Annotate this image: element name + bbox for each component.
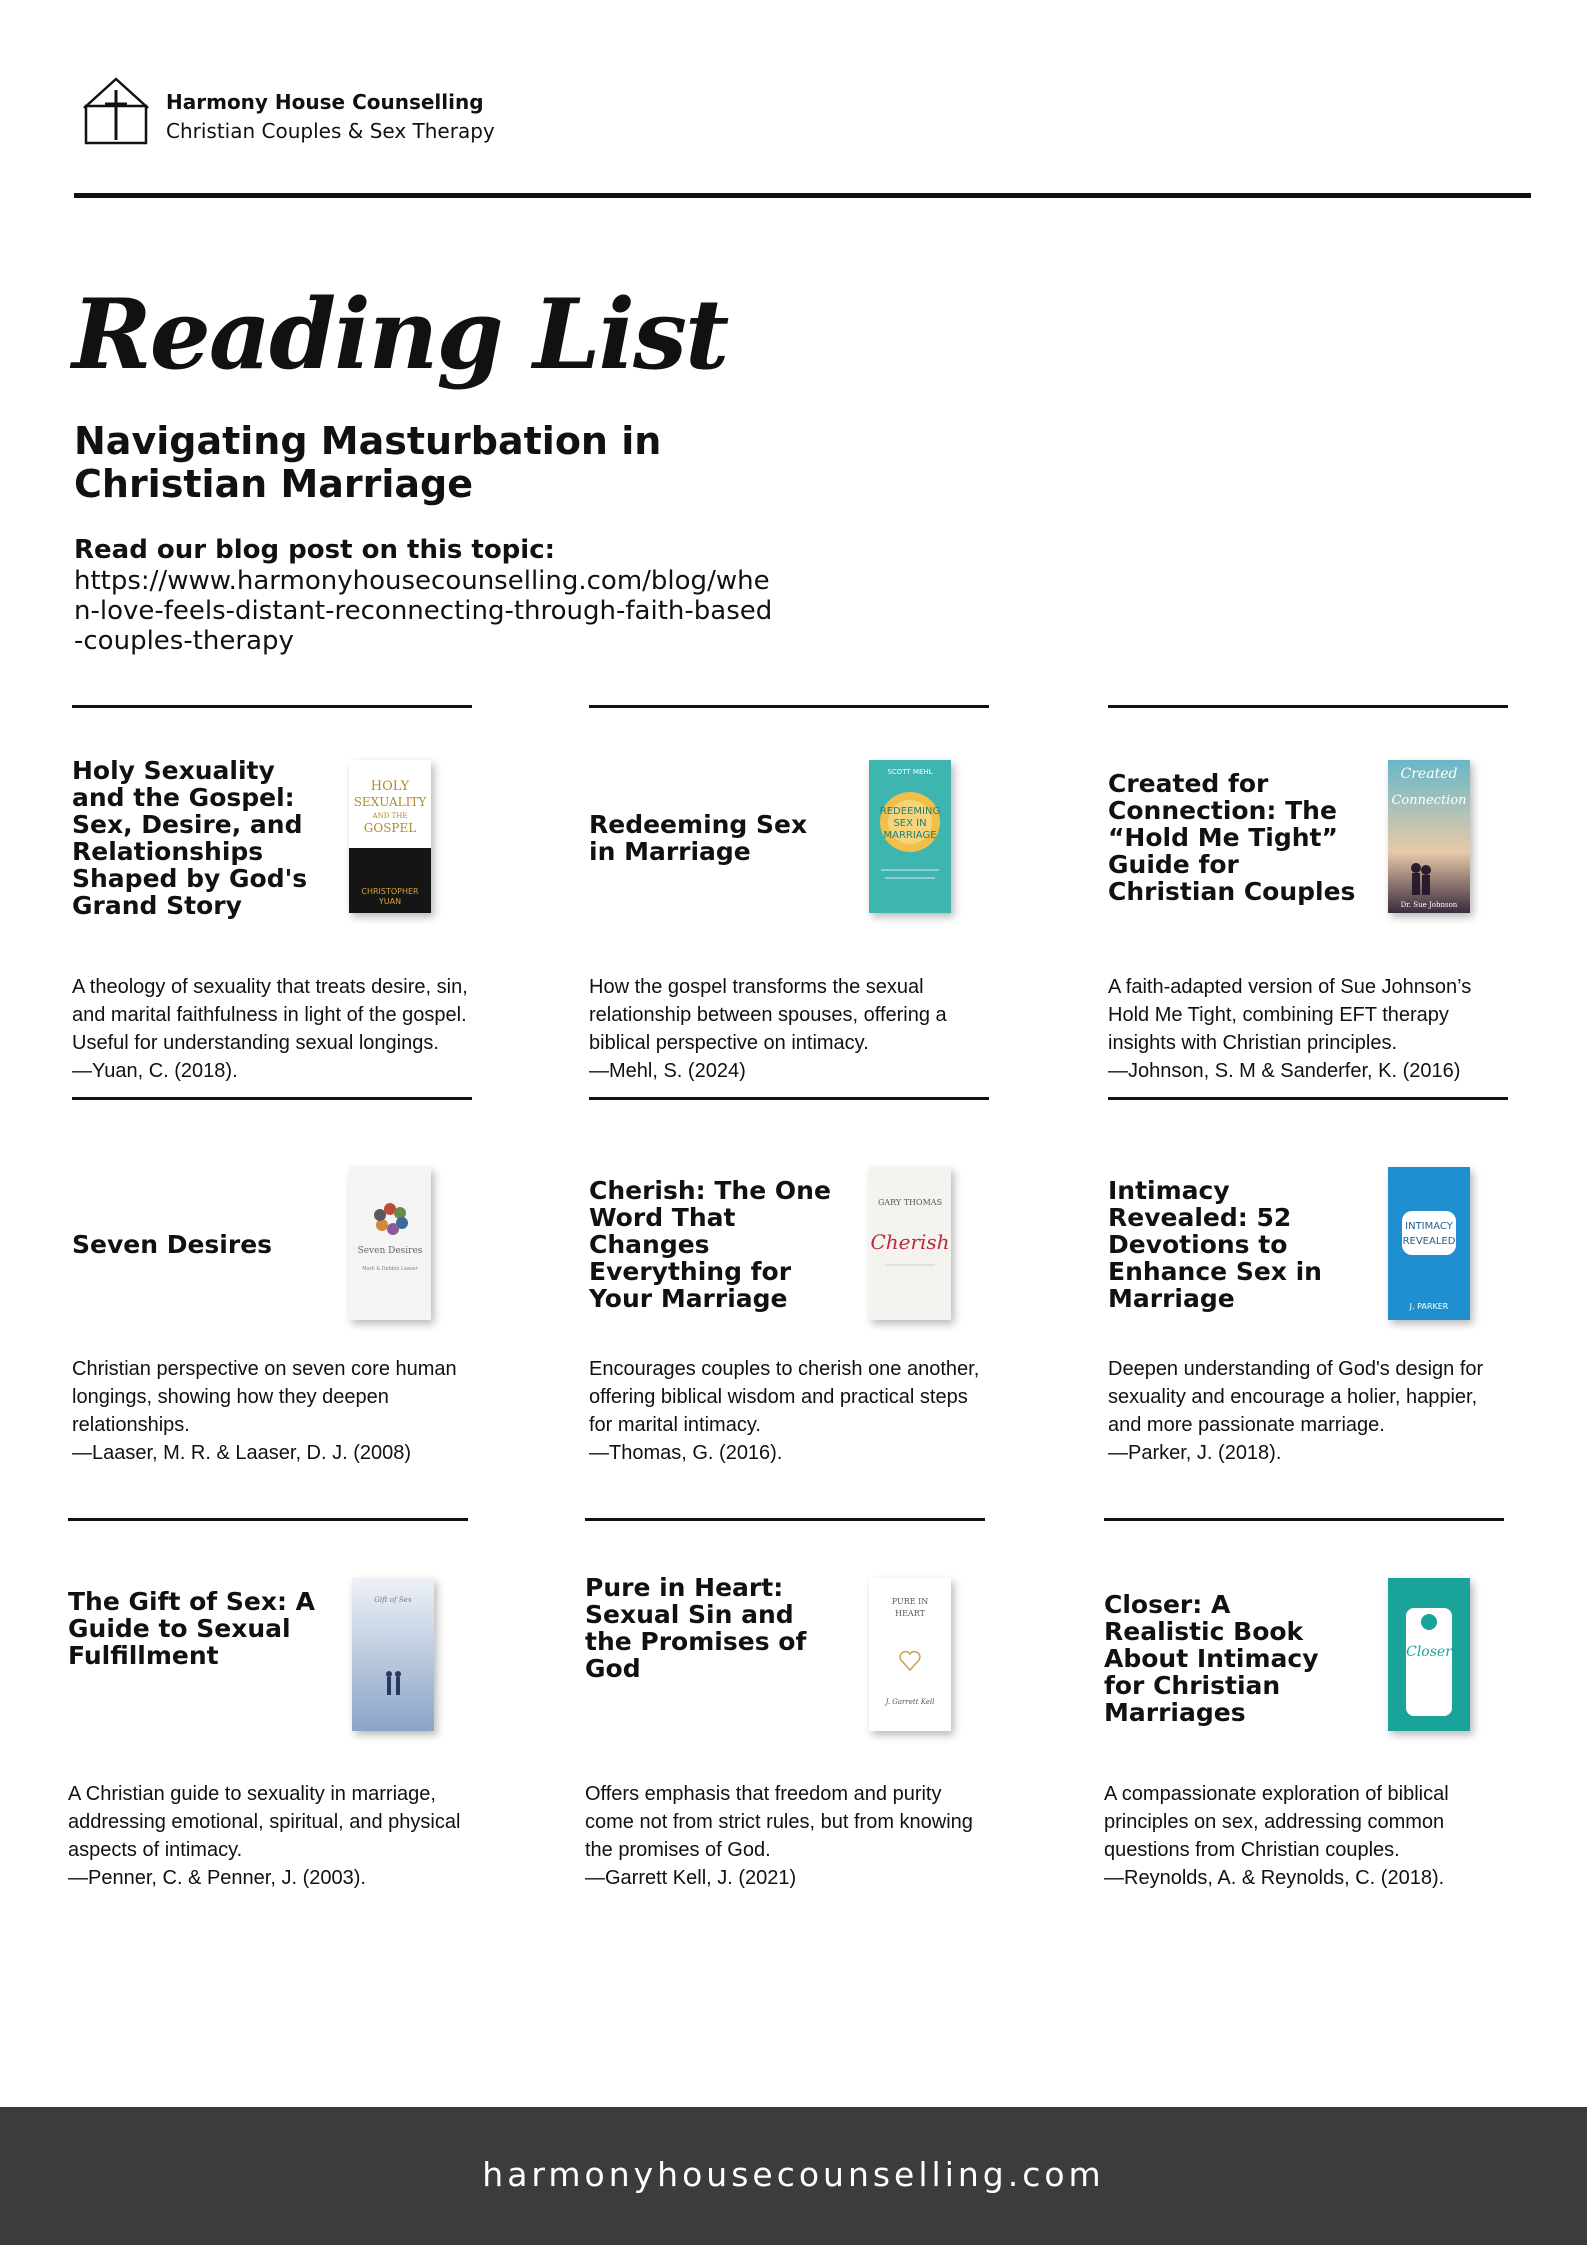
book-card: [68, 1518, 472, 1918]
book-card: [1108, 705, 1512, 1105]
book-card: [589, 705, 993, 1105]
svg-text:GOSPEL: GOSPEL: [363, 821, 417, 835]
page-subtitle: Navigating Masturbation in Christian Marriage: [74, 419, 662, 506]
svg-text:CHRISTOPHER: CHRISTOPHER: [361, 887, 419, 896]
org-name: Harmony House Counselling: [166, 90, 484, 114]
book-card: [1104, 1518, 1508, 1918]
svg-text:HOLY: HOLY: [370, 779, 410, 794]
card-divider: [68, 1518, 468, 1521]
book-summary: Christian perspective on seven core human longings, showing how they deepen relationships.: [72, 1358, 457, 1436]
footer-site-link[interactable]: harmonyhousecounselling.com: [482, 2155, 1105, 2194]
svg-text:SCOTT MEHL: SCOTT MEHL: [887, 768, 933, 776]
svg-text:INTIMACY: INTIMACY: [1405, 1221, 1453, 1232]
book-citation: —Parker, J. (2018).: [1108, 1442, 1282, 1464]
book-cover: [352, 1578, 434, 1731]
book-title: Pure in Heart: Sexual Sin and the Promises of God: [585, 1573, 807, 1683]
book-summary: Encourages couples to cherish one another, offering biblical wisdom and practical steps for marital intimacy.: [589, 1358, 980, 1436]
svg-text:Dr. Sue Johnson: Dr. Sue Johnson: [1400, 901, 1458, 909]
book-card: [72, 1097, 476, 1497]
header-divider: [74, 193, 1531, 198]
card-divider: [72, 705, 472, 708]
svg-text:Created: Created: [1400, 766, 1458, 782]
book-citation: —Yuan, C. (2018).: [72, 1060, 238, 1082]
book-description: [589, 1355, 993, 1467]
book-title: The Gift of Sex: A Guide to Sexual Fulfillment: [68, 1586, 316, 1670]
book-cover: [869, 1578, 951, 1731]
svg-text:GARY THOMAS: GARY THOMAS: [877, 1198, 943, 1207]
svg-text:REDEEMING: REDEEMING: [879, 806, 941, 817]
page-title: Reading List: [72, 278, 728, 391]
book-summary: Deepen understanding of God's design for sexuality and encourage a holier, happier, and more passionate marriage.: [1108, 1358, 1484, 1436]
card-divider: [589, 1097, 989, 1100]
svg-text:Gift of Sex: Gift of Sex: [374, 1596, 412, 1604]
book-citation: —Garrett Kell, J. (2021): [585, 1867, 797, 1889]
book-title: Intimacy Revealed: 52 Devotions to Enhance Sex in Marriage: [1108, 1176, 1322, 1313]
book-summary: A Christian guide to sexuality in marriage, addressing emotional, spiritual, and physical aspects of intimacy.: [68, 1783, 461, 1861]
book-description: [1104, 1780, 1508, 1892]
book-summary: A compassionate exploration of biblical principles on sex, addressing common questions from Christian couples.: [1104, 1783, 1449, 1861]
book-citation: —Laaser, M. R. & Laaser, D. J. (2008): [72, 1442, 412, 1464]
book-summary: A theology of sexuality that treats desire, sin, and marital faithfulness in light of the gospel. Useful for understanding sexual longings.: [72, 976, 468, 1054]
svg-text:SEXUALITY: SEXUALITY: [353, 795, 427, 809]
footer: [0, 2107, 1587, 2245]
book-description: [72, 1355, 476, 1467]
svg-text:REVEALED: REVEALED: [1402, 1236, 1456, 1247]
book-citation: —Reynolds, A. & Reynolds, C. (2018).: [1104, 1867, 1445, 1889]
svg-text:YUAN: YUAN: [378, 897, 402, 906]
org-header: [166, 88, 495, 146]
svg-text:AND THE: AND THE: [372, 812, 408, 820]
svg-text:J. Garrett Kell: J. Garrett Kell: [885, 1698, 935, 1706]
book-cover: [869, 1167, 951, 1320]
card-divider: [72, 1097, 472, 1100]
book-description: [589, 973, 993, 1085]
blog-label: Read our blog post on this topic:: [74, 535, 556, 565]
book-description: [1108, 973, 1512, 1085]
book-cover: [1388, 760, 1470, 913]
svg-text:Seven Desires: Seven Desires: [357, 1246, 423, 1256]
svg-text:Mark & Debbie Laaser: Mark & Debbie Laaser: [362, 1266, 418, 1272]
book-card: [585, 1518, 989, 1918]
card-divider: [589, 705, 989, 708]
svg-text:HEART: HEART: [895, 1609, 925, 1618]
book-citation: —Mehl, S. (2024): [589, 1060, 746, 1082]
book-card: [72, 705, 476, 1105]
svg-text:PURE IN: PURE IN: [891, 1597, 929, 1606]
book-description: [1108, 1355, 1512, 1467]
book-summary: Offers emphasis that freedom and purity come not from strict rules, but from knowing the promises of God.: [585, 1783, 973, 1861]
blog-link[interactable]: https://www.harmonyhousecounselling.com/blog/when-love-feels-distant-reconnecting-through-faith-based-couples-therapy: [74, 566, 773, 656]
book-cover: [1388, 1167, 1470, 1320]
svg-text:MARRIAGE: MARRIAGE: [883, 830, 937, 841]
book-description: [68, 1780, 472, 1892]
book-title: Redeeming Sex in Marriage: [589, 809, 808, 866]
book-cover: [869, 760, 951, 913]
book-title: Holy Sexuality and the Gospel: Sex, Desire, and Relationships Shaped by God's Grand Story: [72, 755, 308, 920]
book-citation: —Johnson, S. M & Sanderfer, K. (2016): [1108, 1060, 1461, 1082]
svg-text:SEX IN: SEX IN: [893, 818, 927, 829]
book-cover: [349, 760, 431, 913]
card-divider: [585, 1518, 985, 1521]
book-title: Cherish: The One Word That Changes Everything for Your Marriage: [589, 1176, 831, 1313]
book-cover: [349, 1167, 431, 1320]
book-summary: How the gospel transforms the sexual relationship between spouses, offering a biblical perspective on intimacy.: [589, 976, 947, 1054]
book-cover: [1388, 1578, 1470, 1731]
svg-text:J. PARKER: J. PARKER: [1409, 1302, 1449, 1311]
logo-icon: [80, 76, 152, 146]
card-divider: [1108, 705, 1508, 708]
book-title: Closer: A Realistic Book About Intimacy for Christian Marriages: [1104, 1589, 1319, 1727]
book-title: Created for Connection: The “Hold Me Tight” Guide for Christian Couples: [1108, 769, 1356, 906]
book-card: [589, 1097, 993, 1497]
book-description: [72, 973, 476, 1085]
org-subtitle: Christian Couples & Sex Therapy: [166, 119, 495, 143]
svg-text:Closer: Closer: [1406, 1644, 1452, 1660]
book-citation: —Thomas, G. (2016).: [589, 1442, 783, 1464]
card-divider: [1108, 1097, 1508, 1100]
book-description: [585, 1780, 989, 1892]
svg-text:Connection: Connection: [1391, 793, 1467, 808]
book-title: Seven Desires: [72, 1230, 273, 1259]
card-divider: [1104, 1518, 1504, 1521]
book-citation: —Penner, C. & Penner, J. (2003).: [68, 1867, 366, 1889]
book-summary: A faith-adapted version of Sue Johnson’s Hold Me Tight, combining EFT therapy insights with Christian principles.: [1108, 976, 1472, 1054]
book-card: [1108, 1097, 1512, 1497]
svg-text:Cherish: Cherish: [870, 1230, 950, 1254]
